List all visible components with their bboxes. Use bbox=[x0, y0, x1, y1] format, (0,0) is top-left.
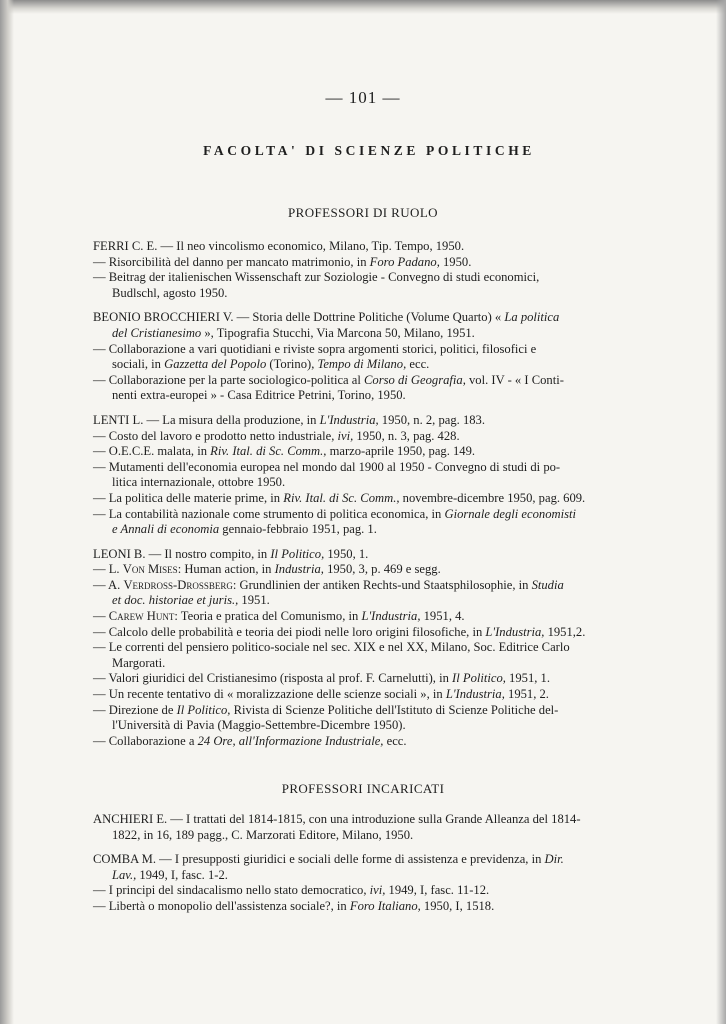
entry-line: — Mutamenti dell'economia europea nel mondo dal 1900 al 1950 - Convegno di studi di po- bbox=[93, 459, 561, 474]
entry-line: litica internazionale, ottobre 1950. bbox=[112, 475, 286, 490]
entry-line: — La contabilità nazionale come strumento di politica economica, in Giornale degli economisti bbox=[93, 506, 576, 521]
entry-line: — Un recente tentativo di « moralizzazione delle scienze sociali », in L'Industria, 1951, 2. bbox=[93, 687, 549, 702]
faculty-title: FACOLTA' DI SCIENZE POLITICHE bbox=[203, 143, 535, 158]
author-entry-ferri bbox=[93, 239, 641, 301]
entry-line: — Collaborazione per la parte sociologico-politica al Corso di Geografia, vol. IV - « I Conti- bbox=[93, 372, 564, 387]
entry-line: sociali, in Gazzetta del Popolo (Torino), Tempo di Milano, ecc. bbox=[112, 357, 430, 372]
entry-line: — L. Von Mises: Human action, in Industria, 1950, 3, p. 469 e segg. bbox=[93, 562, 441, 577]
entry-line: nenti extra-europei » - Casa Editrice Petrini, Torino, 1950. bbox=[112, 388, 406, 403]
entry-line: — La politica delle materie prime, in Riv. Ital. di Sc. Comm., novembre-dicembre 1950, pag. 609. bbox=[93, 490, 586, 505]
entry-line: Lav., 1949, I, fasc. 1-2. bbox=[112, 867, 228, 882]
entry-line: e Annali di economia gennaio-febbraio 1951, pag. 1. bbox=[112, 522, 377, 537]
entry-line: LEONI B. — Il nostro compito, in Il Politico, 1950, 1. bbox=[93, 546, 369, 561]
scan-edge-top bbox=[0, 0, 726, 14]
bibliography-ruolo bbox=[93, 239, 641, 749]
entry-line: — Valori giuridici del Cristianesimo (risposta al prof. F. Carnelutti), in Il Politico, 1951, 1. bbox=[93, 671, 550, 686]
entry-line: Margorati. bbox=[112, 655, 166, 670]
entry-line: — Collaborazione a 24 Ore, all'Informazione Industriale, ecc. bbox=[93, 733, 407, 748]
author-entry-lenti bbox=[93, 413, 641, 538]
entry-line: FERRI C. E. — Il neo vincolismo economico, Milano, Tip. Tempo, 1950. bbox=[93, 239, 465, 253]
entry-line: — Collaborazione a vari quotidiani e riviste sopra argomenti storici, politici, filosofici e bbox=[93, 341, 537, 356]
author-entry-beonio-brocchieri bbox=[93, 310, 641, 404]
section-heading-incaricati: PROFESSORI INCARICATI bbox=[281, 781, 445, 796]
entry-line: ANCHIERI E. — I trattati del 1814-1815, con una introduzione sulla Grande Alleanza del 1814- bbox=[93, 812, 581, 826]
entry-line: LENTI L. — La misura della produzione, in L'Industria, 1950, n. 2, pag. 183. bbox=[93, 412, 485, 427]
entry-line: — A. Verdross-Drossberg: Grundlinien der antiken Rechts-und Staatsphilosophie, in Studia bbox=[93, 577, 564, 592]
entry-line: 1822, in 16, 189 pagg., C. Marzorati Editore, Milano, 1950. bbox=[112, 827, 414, 842]
entry-line: — Le correnti del pensiero politico-sociale nel sec. XIX e nel XX, Milano, Soc. Editrice Carlo bbox=[93, 640, 570, 655]
page-number: — 101 — bbox=[325, 88, 401, 107]
entry-line: — O.E.C.E. malata, in Riv. Ital. di Sc. Comm., marzo-aprile 1950, pag. 149. bbox=[93, 444, 476, 459]
entry-line: del Cristianesimo », Tipografia Stucchi, Via Marcona 50, Milano, 1951. bbox=[112, 325, 475, 340]
entry-line: — Beitrag der italienischen Wissenschaft zur Soziologie - Convegno di studi economici, bbox=[93, 270, 540, 285]
entry-line: BEONIO BROCCHIERI V. — Storia delle Dottrine Politiche (Volume Quarto) « La politica bbox=[93, 310, 560, 325]
entry-line: et doc. historiae et juris., 1951. bbox=[112, 593, 270, 608]
entry-line: — Costo del lavoro e prodotto netto industriale, ivi, 1950, n. 3, pag. 428. bbox=[93, 428, 460, 443]
author-entry-anchieri bbox=[93, 812, 641, 843]
entry-line: — Risorcibilità del danno per mancato matrimonio, in Foro Padano, 1950. bbox=[93, 254, 472, 269]
author-entry-leoni bbox=[93, 547, 641, 750]
entry-line: l'Università di Pavia (Maggio-Settembre-Dicembre 1950). bbox=[112, 718, 406, 733]
bibliography-incaricati bbox=[93, 812, 641, 915]
section-heading-ruolo: PROFESSORI DI RUOLO bbox=[288, 205, 438, 220]
entry-line: Budlschl, agosto 1950. bbox=[112, 285, 228, 300]
entry-line: — Calcolo delle probabilità e teoria dei piodi nelle loro origini filosofiche, in L'Industria, 1951,2. bbox=[93, 624, 586, 639]
entry-line: — I principi del sindacalismo nello stato democratico, ivi, 1949, I, fasc. 11-12. bbox=[93, 883, 490, 898]
author-entry-comba bbox=[93, 852, 641, 914]
entry-line: — Direzione de Il Politico, Rivista di Scienze Politiche dell'Istituto di Scienze Politiche del- bbox=[93, 702, 559, 717]
entry-line: — Carew Hunt: Teoria e pratica del Comunismo, in L'Industria, 1951, 4. bbox=[93, 609, 465, 624]
entry-line: — Libertà o monopolio dell'assistenza sociale?, in Foro Italiano, 1950, I, 1518. bbox=[93, 898, 495, 913]
entry-line: COMBA M. — I presupposti giuridici e sociali delle forme di assistenza e previdenza, in Dir. bbox=[93, 852, 564, 867]
